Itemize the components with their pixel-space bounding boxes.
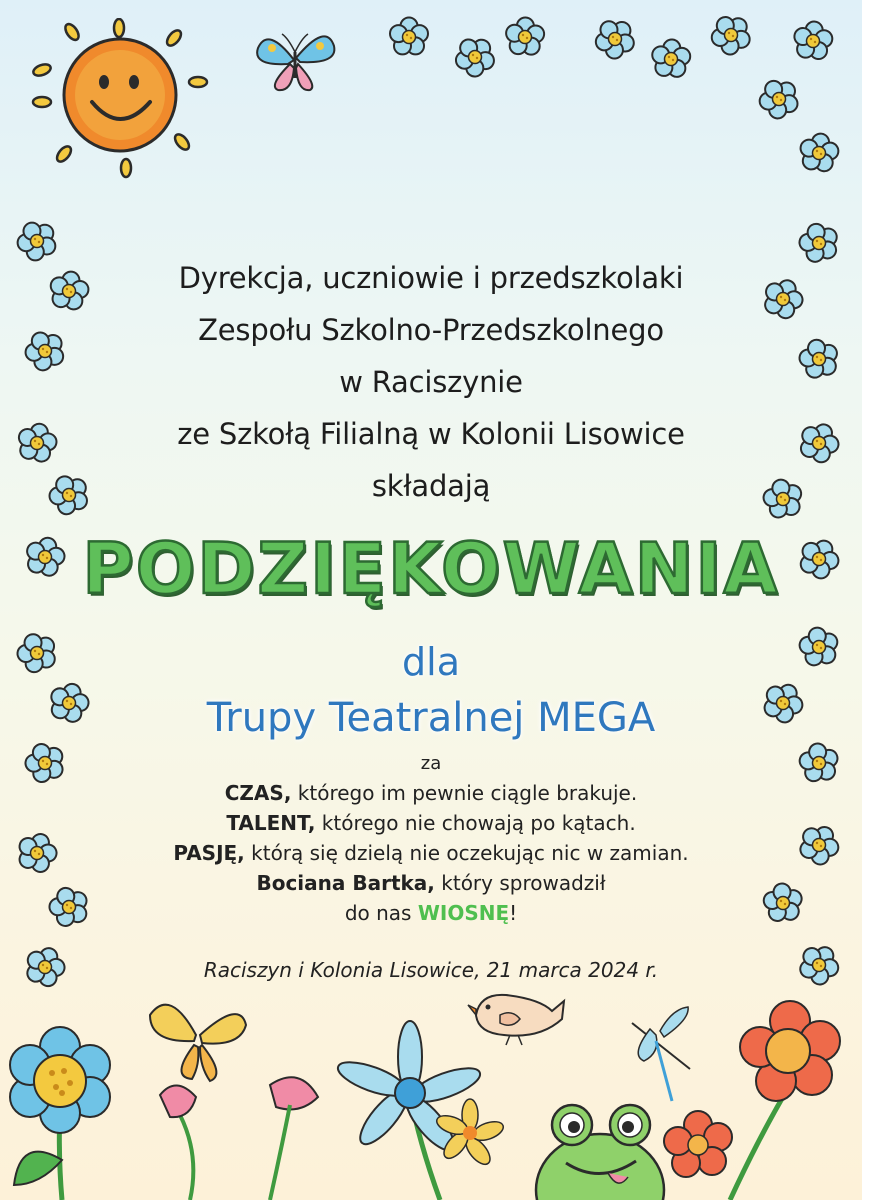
last-line-end: ! xyxy=(509,901,518,925)
intro-line: ze Szkołą Filialną w Kolonii Lisowice xyxy=(177,417,685,451)
reason-text: którego im pewnie ciągle brakuje. xyxy=(291,781,638,805)
reason-text: którego nie chowają po kątach. xyxy=(315,811,636,835)
bottom-garden xyxy=(0,985,862,1200)
reasons-list xyxy=(0,778,862,928)
forget-me-not-flower-icon xyxy=(708,12,754,58)
intro-line: Dyrekcja, uczniowie i przedszkolaki xyxy=(178,261,684,295)
reason-keyword: Bociana Bartka, xyxy=(256,871,435,895)
forget-me-not-flower-icon xyxy=(648,36,694,82)
reason-line xyxy=(0,778,862,808)
scan-edge xyxy=(862,0,873,1200)
reason-line xyxy=(0,808,862,838)
certificate-title: PODZIĘKOWANIA xyxy=(82,528,780,610)
large-flower-icon xyxy=(10,1027,110,1200)
reason-keyword: CZAS, xyxy=(224,781,292,805)
forget-me-not-flower-icon xyxy=(386,14,432,60)
place-and-date: Raciszyn i Kolonia Lisowice, 21 marca 2024 r. xyxy=(203,958,659,982)
reason-keyword: TALENT, xyxy=(226,811,316,835)
last-line-start: do nas xyxy=(344,901,418,925)
reason-keyword: PASJĘ, xyxy=(173,841,245,865)
intro-line: składają xyxy=(371,469,491,503)
dragonfly-icon xyxy=(632,1007,690,1101)
for-word: dla xyxy=(402,640,460,684)
forget-me-not-flower-icon xyxy=(756,76,802,122)
intro-text xyxy=(0,252,862,512)
sun-icon xyxy=(28,18,210,186)
intro-line: Zespołu Szkolno-Przedszkolnego xyxy=(198,313,664,347)
forget-me-not-flower-icon xyxy=(452,34,498,80)
forget-me-not-flower-icon xyxy=(796,130,842,176)
intro-line: w Raciszynie xyxy=(339,365,523,399)
blue-flower-icon xyxy=(334,1021,506,1200)
spring-highlight: WIOSNĘ xyxy=(417,901,510,925)
forget-me-not-flower-icon xyxy=(592,16,638,62)
frog-icon xyxy=(536,1105,664,1200)
reason-line xyxy=(0,868,862,898)
butterfly-icon xyxy=(248,26,340,96)
pink-tulip-icon xyxy=(160,1077,318,1200)
red-flower-icon xyxy=(664,1001,840,1200)
because-word: za xyxy=(420,753,442,774)
reason-line xyxy=(0,838,862,868)
reason-line xyxy=(0,898,862,928)
bird-icon xyxy=(468,995,564,1045)
recipient-name: Trupy Teatralnej MEGA xyxy=(206,695,656,741)
reason-text: którą się dzielą nie oczekując nic w zamian. xyxy=(244,841,689,865)
forget-me-not-flower-icon xyxy=(790,18,836,64)
reason-text: który sprowadził xyxy=(434,871,606,895)
yellow-butterfly-icon xyxy=(150,1005,246,1081)
forget-me-not-flower-icon xyxy=(502,14,548,60)
